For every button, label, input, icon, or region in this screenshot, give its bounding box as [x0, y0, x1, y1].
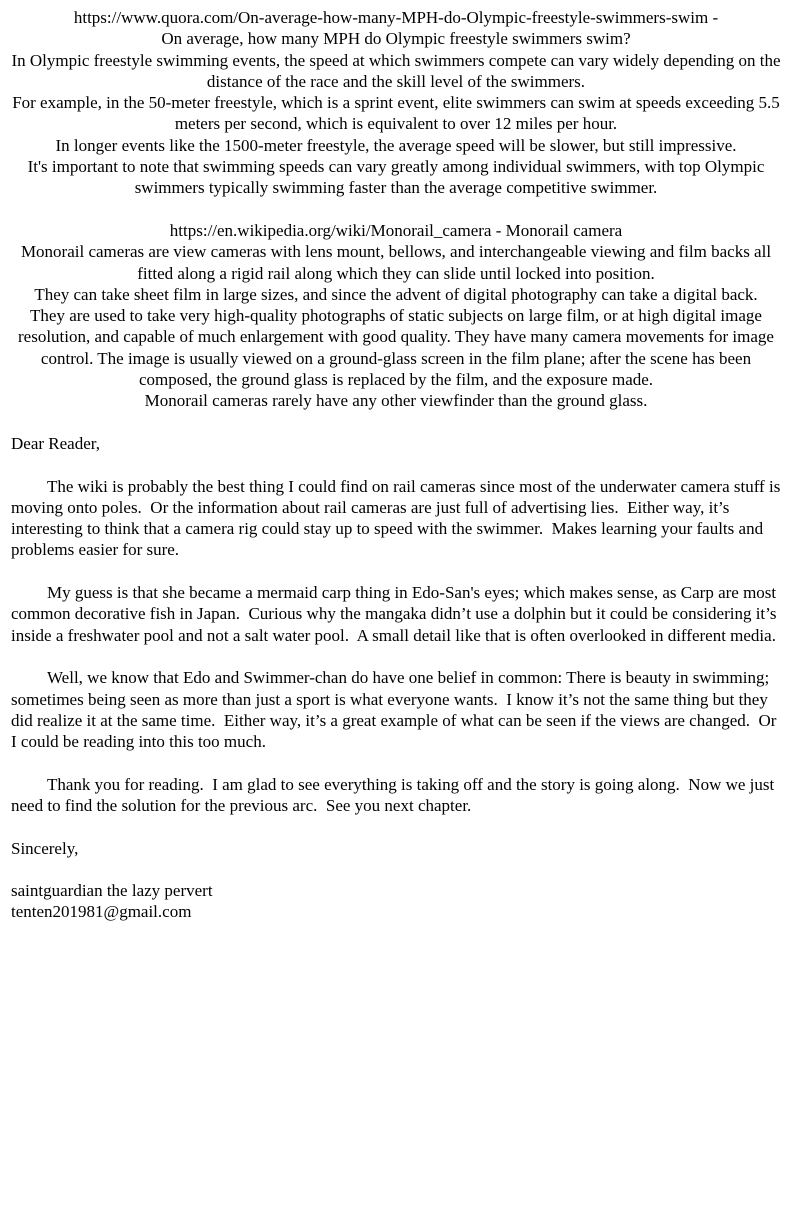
wiki-url: https://en.wikipedia.org/wiki/Monorail_camera - Monorail camera [169, 220, 623, 240]
letter-paragraph: Well, we know that Edo and Swimmer-chan do have one belief in common: There is beauty in swimming; sometimes being seen as more than just a sport is what everyone wants. I know it’s not the same thing but they did realize it at the same time. Either way, it’s a great example of what can be seen if the views are changed. Or I could be reading into this too much. [11, 668, 781, 752]
signature-name: saintguardian the lazy pervert [11, 881, 213, 901]
quora-section [11, 7, 785, 199]
letter-section [11, 433, 785, 923]
letter-closing: Sincerely, [11, 838, 79, 858]
quora-paragraph: For example, in the 50-meter freestyle, which is a sprint event, elite swimmers can swim at speeds exceeding 5.5 meters per second, which is equivalent to over 12 miles per hour. [12, 93, 785, 134]
signature-email: tenten201981@gmail.com [11, 902, 192, 922]
letter-salutation: Dear Reader, [11, 433, 100, 453]
quora-question-title: On average, how many MPH do Olympic freestyle swimmers swim? [161, 29, 631, 49]
quora-url: https://www.quora.com/On-average-how-many-MPH-do-Olympic-freestyle-swimmers-swim - [73, 8, 719, 27]
wiki-paragraph: Monorail cameras are view cameras with lens mount, bellows, and interchangeable viewing and film backs all fitted along a rigid rail along which they can slide until locked into position. [20, 242, 776, 283]
wiki-section [11, 220, 781, 412]
letter-paragraph: The wiki is probably the best thing I could find on rail cameras since most of the underwater camera stuff is moving onto poles. Or the information about rail cameras are just full of advertising lies. Either way, it’s interesting to think that a camera rig could stay up to speed with the swimmer. Makes learning your faults and problems easier for sure. [11, 476, 785, 560]
letter-paragraph: Thank you for reading. I am glad to see everything is taking off and the story is going along. Now we just need to find the solution for the previous arc. See you next chapter. [11, 774, 779, 815]
wiki-paragraph: Monorail cameras rarely have any other viewfinder than the ground glass. [144, 391, 648, 411]
wiki-paragraph: They are used to take very high-quality photographs of static subjects on large film, or at high digital image resolution, and capable of much enlargement with good quality. They have many camera movements for image control. The image is usually viewed on a ground-glass screen in the film plane; after the scene has been composed, the ground glass is replaced by the film, and the exposure made. [18, 306, 779, 390]
quora-paragraph: In longer events like the 1500-meter freestyle, the average speed will be slower, but still impressive. [55, 135, 737, 155]
quora-paragraph: In Olympic freestyle swimming events, the speed at which swimmers compete can vary widely depending on the distance of the race and the skill level of the swimmers. [11, 50, 785, 91]
quora-paragraph: It's important to note that swimming speeds can vary greatly among individual swimmers, with top Olympic swimmers typically swimming faster than the average competitive swimmer. [27, 157, 769, 198]
wiki-paragraph: They can take sheet film in large sizes, and since the advent of digital photography can take a digital back. [34, 284, 758, 304]
letter-paragraph: My guess is that she became a mermaid carp thing in Edo-San's eyes; which makes sense, as Carp are most common decorative fish in Japan. Curious why the mangaka didn’t use a dolphin but it could be considering it’s inside a freshwater pool and not a salt water pool. A small detail like that is often overlooked in different media. [11, 583, 781, 645]
